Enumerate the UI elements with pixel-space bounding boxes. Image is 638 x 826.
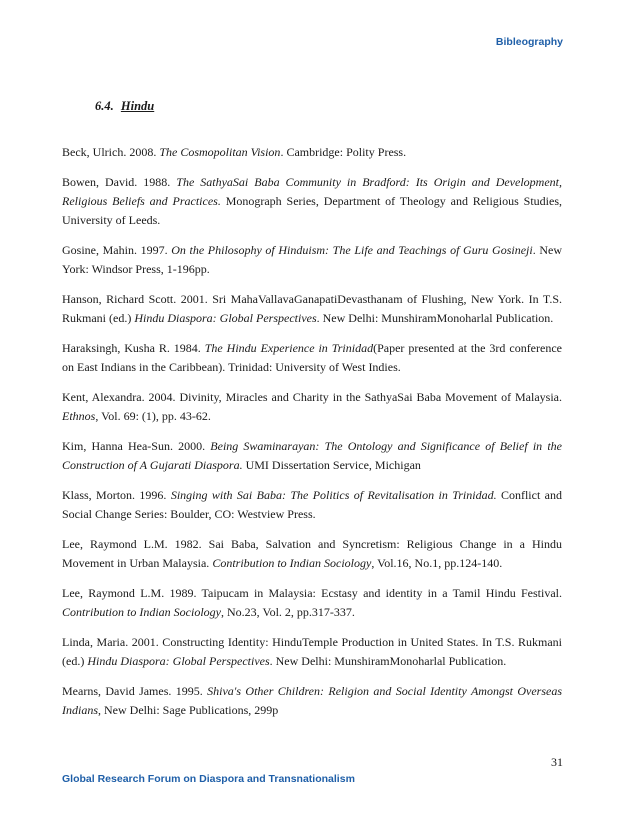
running-footer: Global Research Forum on Diaspora and Transnationalism (62, 773, 355, 785)
reference-details: Conflict and Social Change Series: Boulder, CO: Westview Press. (62, 488, 562, 521)
reference-entry (62, 437, 562, 475)
reference-text: Haraksingh, Kusha R. 1984. (62, 341, 205, 355)
reference-title: Contribution to Indian Sociology (212, 556, 372, 570)
reference-title: Being Swaminarayan: The Ontology and Significance of Belief in the Construction of A Gujarati Diaspora. (62, 439, 562, 472)
reference-entry (62, 584, 562, 622)
page-number: 31 (551, 755, 563, 769)
reference-entry (62, 535, 562, 573)
reference-details: (Paper presented at the 3rd conference on East Indians in the Caribbean). Trinidad: University of West Indies. (62, 341, 562, 374)
reference-text: Beck, Ulrich. 2008. (62, 145, 160, 159)
reference-entry (62, 173, 562, 230)
section-number: 6.4. (95, 99, 114, 113)
reference-title: The Cosmopolitan Vision (159, 145, 281, 159)
reference-details: UMI Dissertation Service, Michigan (242, 458, 421, 472)
reference-details: Monograph Series, Department of Theology and Religious Studies, University of Leeds. (62, 194, 562, 227)
reference-text: Mearns, David James. 1995. (62, 684, 208, 698)
section-heading (95, 99, 154, 114)
reference-details: . New Delhi: MunshiramMonoharlal Publication. (269, 654, 507, 668)
reference-text: Klass, Morton. 1996. (62, 488, 171, 502)
reference-details: , No.23, Vol. 2, pp.317-337. (221, 605, 355, 619)
reference-entry (62, 339, 562, 377)
reference-entry (62, 633, 562, 671)
reference-entry (62, 290, 562, 328)
reference-details: . Cambridge: Polity Press. (280, 145, 407, 159)
reference-details: , Vol.16, No.1, pp.124-140. (371, 556, 503, 570)
section-title: Hindu (120, 99, 155, 113)
reference-entry (62, 486, 562, 524)
reference-title: The Hindu Experience in Trinidad (204, 341, 374, 355)
reference-title: Singing with Sai Baba: The Politics of Revitalisation in Trinidad. (170, 488, 497, 502)
reference-text: Bowen, David. 1988. (62, 175, 177, 189)
reference-details: , New Delhi: Sage Publications, 299p (98, 703, 279, 717)
reference-title: Shiva's Other Children: Religion and Social Identity Amongst Overseas Indians (62, 684, 562, 717)
reference-text: Hanson, Richard Scott. 2001. Sri MahaVallavaGanapatiDevasthanam of Flushing, New York. In T.S. Rukmani (ed.) (62, 292, 562, 325)
reference-entry (62, 241, 562, 279)
reference-entry (62, 682, 562, 720)
reference-title: On the Philosophy of Hinduism: The Life and Teachings of Guru Gosineji (171, 243, 533, 257)
running-header: Bibleography (495, 36, 563, 48)
reference-text: Gosine, Mahin. 1997. (62, 243, 172, 257)
reference-details: , Vol. 69: (1), pp. 43-62. (95, 409, 211, 423)
reference-list (62, 143, 562, 731)
reference-entry (62, 388, 562, 426)
reference-title: Contribution to Indian Sociology (62, 605, 221, 619)
reference-text: Lee, Raymond L.M. 1989. Taipucam in Malaysia: Ecstasy and identity in a Tamil Hindu Festival. (62, 586, 562, 600)
reference-text: Lee, Raymond L.M. 1982. Sai Baba, Salvation and Syncretism: Religious Change in a Hindu Movement in Urban Malaysia. (62, 537, 562, 570)
reference-text: Kent, Alexandra. 2004. Divinity, Miracles and Charity in the SathyaSai Baba Movement of Malaysia. (62, 390, 562, 404)
reference-title: Ethnos (62, 409, 96, 423)
reference-details: . New York: Windsor Press, 1-196pp. (62, 243, 562, 276)
reference-title: Hindu Diaspora: Global Perspectives (134, 311, 317, 325)
reference-text: Linda, Maria. 2001. Constructing Identity: HinduTemple Production in United States. In T.S. Rukmani (ed.) (62, 635, 562, 668)
reference-title: Hindu Diaspora: Global Perspectives (87, 654, 270, 668)
reference-text: Kim, Hanna Hea-Sun. 2000. (62, 439, 211, 453)
reference-title: The SathyaSai Baba Community in Bradford: Its Origin and Development, Religious Beliefs and Practices. (62, 175, 562, 208)
reference-entry (62, 143, 562, 162)
reference-details: . New Delhi: MunshiramMonoharlal Publication. (316, 311, 554, 325)
